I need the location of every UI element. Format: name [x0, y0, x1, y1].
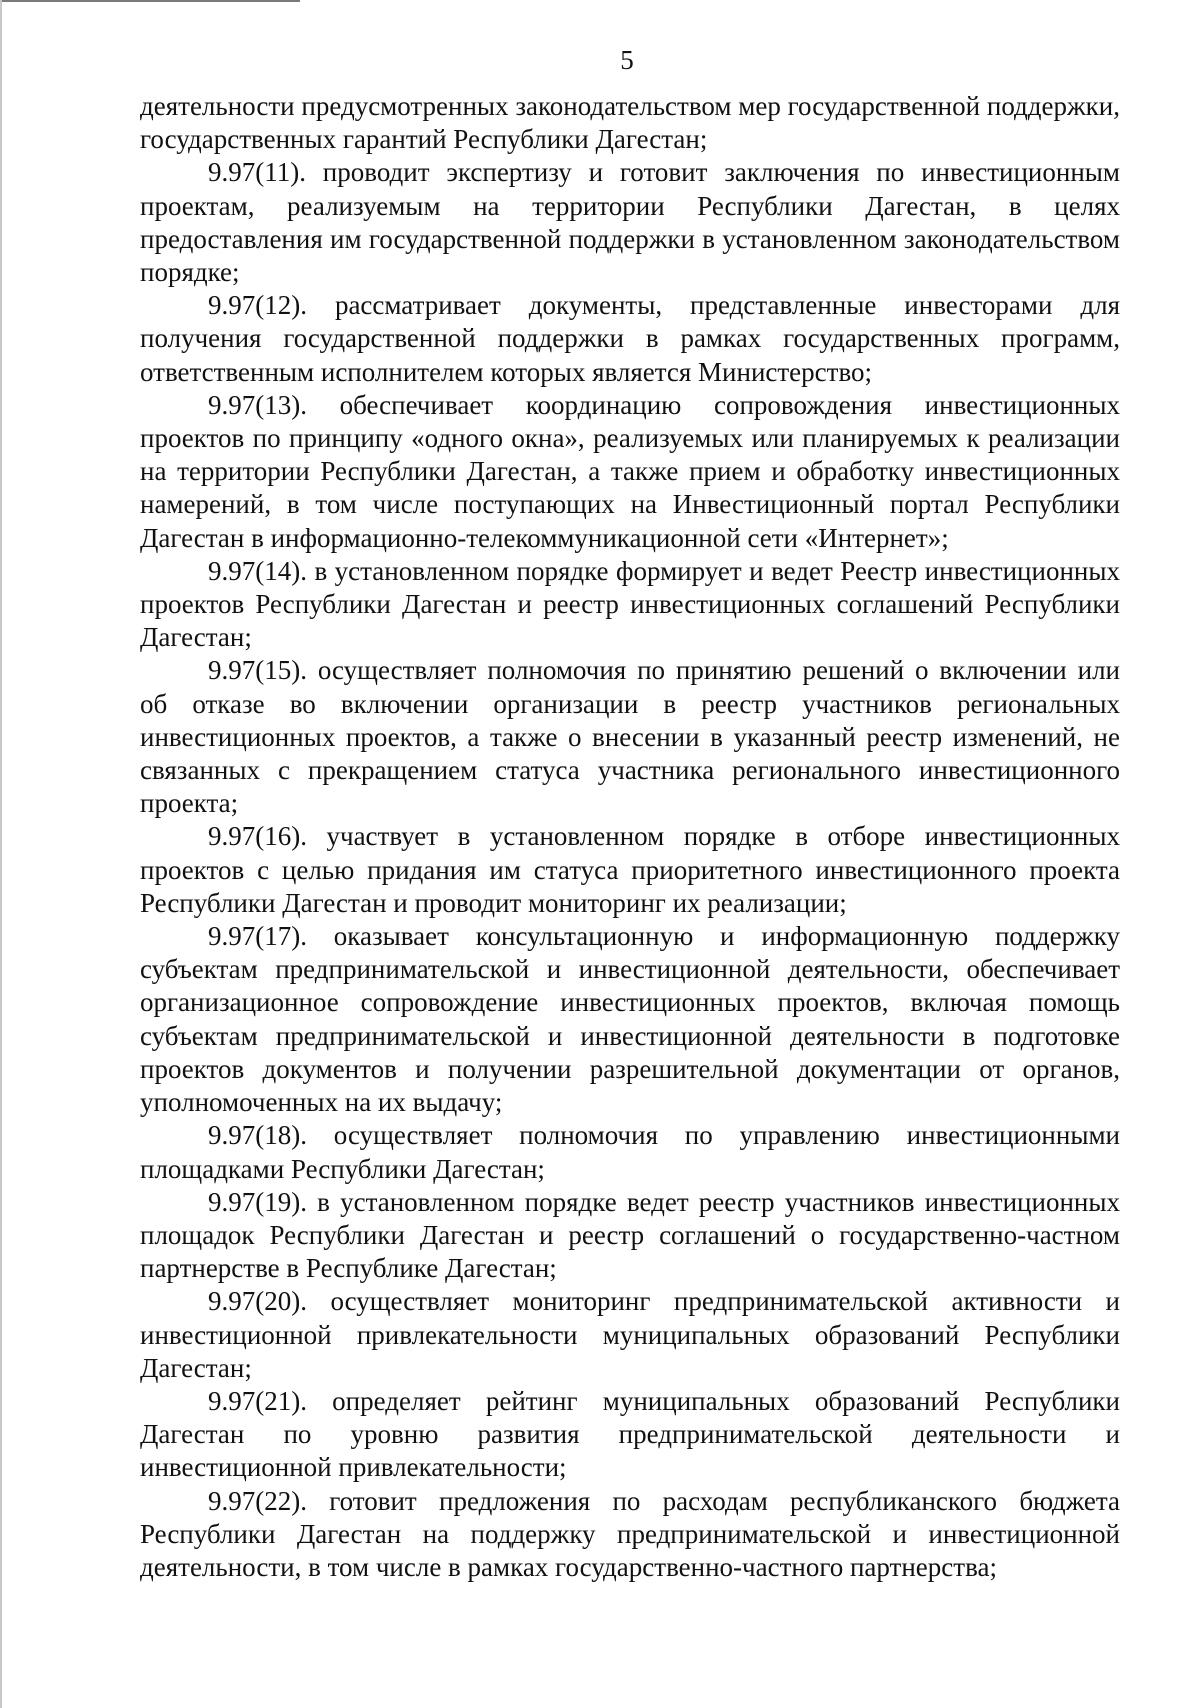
paragraph: 9.97(18). осуществляет полномочия по управлению инвестиционными площадками Республики Дагестан; — [140, 1120, 1120, 1184]
paragraph: 9.97(22). готовит предложения по расходам республиканского бюджета Республики Дагестан на поддержку предпринимательской и инвестиционной деятельности, в том числе в рамках государственно-частного партнерства; — [140, 1485, 1120, 1582]
paragraph: 9.97(20). осуществляет мониторинг предпринимательской активности и инвестиционной привлекательности муниципальных образований Республики Дагестан; — [140, 1286, 1120, 1383]
paragraph: 9.97(16). участвует в установленном порядке в отборе инвестиционных проектов с целью придания им статуса приоритетного инвестиционного проекта Республики Дагестан и проводит мониторинг их реализации; — [140, 821, 1120, 918]
page-number: 5 — [620, 45, 634, 75]
paragraph: 9.97(21). определяет рейтинг муниципальных образований Республики Дагестан по уровню развития предпринимательской деятельности и инвестиционной привлекательности; — [140, 1385, 1120, 1483]
paragraph: 9.97(12). рассматривает документы, представленные инвесторами для получения государственной поддержки в рамках государственных программ, ответственным исполнителем которых является Министерство; — [140, 290, 1120, 387]
paragraph: 9.97(11). проводит экспертизу и готовит заключения по инвестиционным проектам, реализуемым на территории Республики Дагестан, в целях предоставления им государственной поддержки в установленном законодательством порядке; — [140, 157, 1120, 288]
paragraph: 9.97(19). в установленном порядке ведет реестр участников инвестиционных площадок Республики Дагестан и реестр соглашений о государственно-частном партнерстве в Республике Дагестан; — [140, 1186, 1120, 1284]
document-body — [140, 90, 1120, 1584]
paragraph: 9.97(13). обеспечивает координацию сопровождения инвестиционных проектов по принципу «одного окна», реализуемых или планируемых к реализации на территории Республики Дагестан, а также прием и обработку инвестиционных намерений, в том числе поступающих на Инвестиционный портал Республики Дагестан в информационно-телекоммуникационной сети «Интернет»; — [140, 389, 1120, 553]
paragraph: деятельности предусмотренных законодательством мер государственной поддержки, государственных гарантий Республики Дагестан; — [140, 91, 1120, 155]
paragraph: 9.97(14). в установленном порядке формирует и ведет Реестр инвестиционных проектов Республики Дагестан и реестр инвестиционных соглашений Республики Дагестан; — [140, 555, 1120, 653]
paragraph: 9.97(15). осуществляет полномочия по принятию решений о включении или об отказе во включении организации в реестр участников региональных инвестиционных проектов, а также о внесении в указанный реестр изменений, не связанных с прекращением статуса участника регионального инвестиционного проекта; — [140, 655, 1120, 819]
paragraph: 9.97(17). оказывает консультационную и информационную поддержку субъектам предпринимательской и инвестиционной деятельности, обеспечивает организационное сопровождение инвестиционных проектов, включая помощь субъектам предпринимательской и инвестиционной деятельности в подготовке проектов документов и получении разрешительной документации от органов, уполномоченных на их выдачу; — [140, 921, 1120, 1118]
scan-edge-left — [0, 0, 2, 1708]
scan-edge-top — [0, 0, 300, 2]
